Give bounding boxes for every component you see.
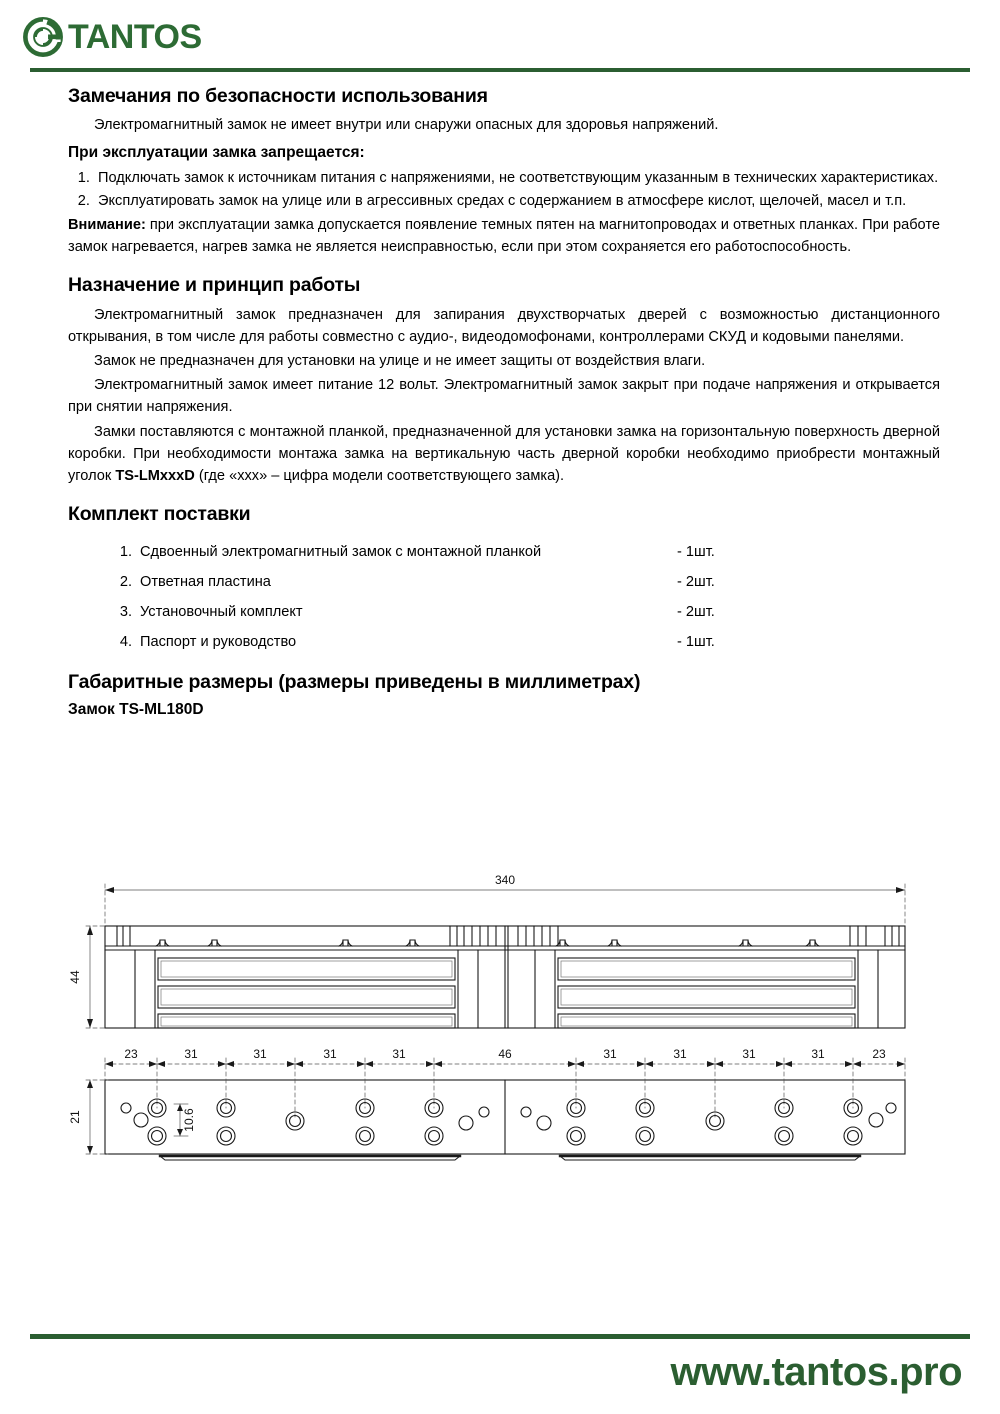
- list-item: [140, 567, 940, 597]
- dim-label-21: 21: [68, 1110, 82, 1124]
- dim-label-31-r4: 31: [811, 1047, 825, 1061]
- attention-label: Внимание:: [68, 217, 146, 234]
- dim-label-44: 44: [68, 970, 82, 984]
- document-content: [68, 84, 940, 724]
- header-divider: [30, 68, 970, 72]
- dim-label-23-left: 23: [124, 1047, 138, 1061]
- purpose-paragraph-4: [68, 421, 940, 488]
- kit-item-qty: - 1шт.: [677, 633, 715, 650]
- section-heading-safety: Замечания по безопасности использования: [68, 85, 488, 107]
- dim-label-31-r2: 31: [673, 1047, 687, 1061]
- section-heading-dimensions: Габаритные размеры (размеры приведены в миллиметрах): [68, 670, 641, 693]
- dim-label-46: 46: [498, 1047, 512, 1061]
- attention-note: [68, 214, 940, 258]
- prohibited-list: [68, 167, 940, 212]
- attention-text: при эксплуатации замка допускается появление темных пятен на магнитопроводах и ответных планках. При работе замок нагревается, нагрев замка не является неисправностью, если при этом сохраняется его работоспособность.: [68, 217, 940, 256]
- dim-label-31-l3: 31: [323, 1047, 337, 1061]
- section-heading-kit: Комплект поставки: [68, 503, 251, 526]
- mounting-bracket-model: TS-LMxxxD: [115, 467, 195, 484]
- footer-website-url[interactable]: www.tantos.pro: [670, 1350, 962, 1394]
- page-header: [0, 0, 1000, 72]
- list-item: [140, 627, 940, 657]
- section-heading-purpose: Назначение и принцип работы: [68, 274, 361, 297]
- purpose-paragraph-1: Электромагнитный замок предназначен для запирания двухстворчатых дверей с возможностью дистанционного открывания, в том числе для работы совместно с аудио-, видеодомофонами, контроллерами СКУД и кодовыми панелями.: [68, 306, 940, 345]
- purpose-paragraph-3: Электромагнитный замок имеет питание 12 вольт. Электромагнитный замок закрыт при подаче напряжения и открывается при снятии напряжения.: [68, 377, 940, 416]
- kit-item-qty: - 2шт.: [677, 603, 715, 620]
- prohibited-heading: При эксплуатации замка запрещается:: [68, 143, 365, 161]
- footer-divider: [30, 1334, 970, 1339]
- kit-item-name: Сдвоенный электромагнитный замок с монтажной планкой: [140, 543, 542, 560]
- kit-item-qty: - 1шт.: [677, 543, 715, 560]
- list-item: [140, 537, 940, 567]
- purpose-p4-part-b: (где «ххх» – цифра модели соответствующего замка).: [194, 467, 565, 484]
- dim-label-31-l2: 31: [253, 1047, 267, 1061]
- purpose-p4-part-a: Замки поставляются с монтажной планкой, предназначенной для установки замка на горизонтальную поверхность дверной коробки. При необходимости монтажа замка на вертикальную часть дверной коробки необходимо приобрести монтажный уголок: [68, 423, 940, 484]
- purpose-paragraph-2: Замок не предназначен для установки на улице и не имеет защиты от воздействия влаги.: [94, 353, 706, 370]
- dim-label-23-right: 23: [872, 1047, 886, 1061]
- brand-logo: [22, 16, 202, 58]
- kit-item-name: Ответная пластина: [140, 573, 271, 590]
- dim-label-31-l1: 31: [184, 1047, 198, 1061]
- kit-item-name: Паспорт и руководство: [140, 633, 297, 650]
- dim-label-340: 340: [494, 873, 516, 887]
- kit-item-qty: - 2шт.: [677, 573, 715, 590]
- lock-model-subheading: Замок TS-ML180D: [68, 700, 204, 718]
- dimension-drawing: [60, 868, 960, 1168]
- list-item: [140, 597, 940, 627]
- dim-label-10-6: 10.6: [182, 1108, 196, 1132]
- dim-label-31-r1: 31: [603, 1047, 617, 1061]
- list-item: 2. Эксплуатировать замок на улице или в агрессивных средах с содержанием в атмосфере кислот, щелочей, масел и т.п.: [94, 190, 940, 212]
- tantos-swirl-logo-icon: [22, 16, 64, 58]
- list-item: 1. Подключать замок к источникам питания с напряжениями, не соответствующим указанным в технических характеристиках.: [94, 167, 940, 189]
- dim-label-31-r3: 31: [742, 1047, 756, 1061]
- dim-label-31-l4: 31: [392, 1047, 406, 1061]
- kit-list: [68, 537, 940, 657]
- safety-intro: Электромагнитный замок не имеет внутри или снаружи опасных для здоровья напряжений.: [94, 117, 719, 134]
- kit-item-name: Установочный комплект: [140, 603, 303, 620]
- brand-name: TANTOS: [68, 18, 202, 56]
